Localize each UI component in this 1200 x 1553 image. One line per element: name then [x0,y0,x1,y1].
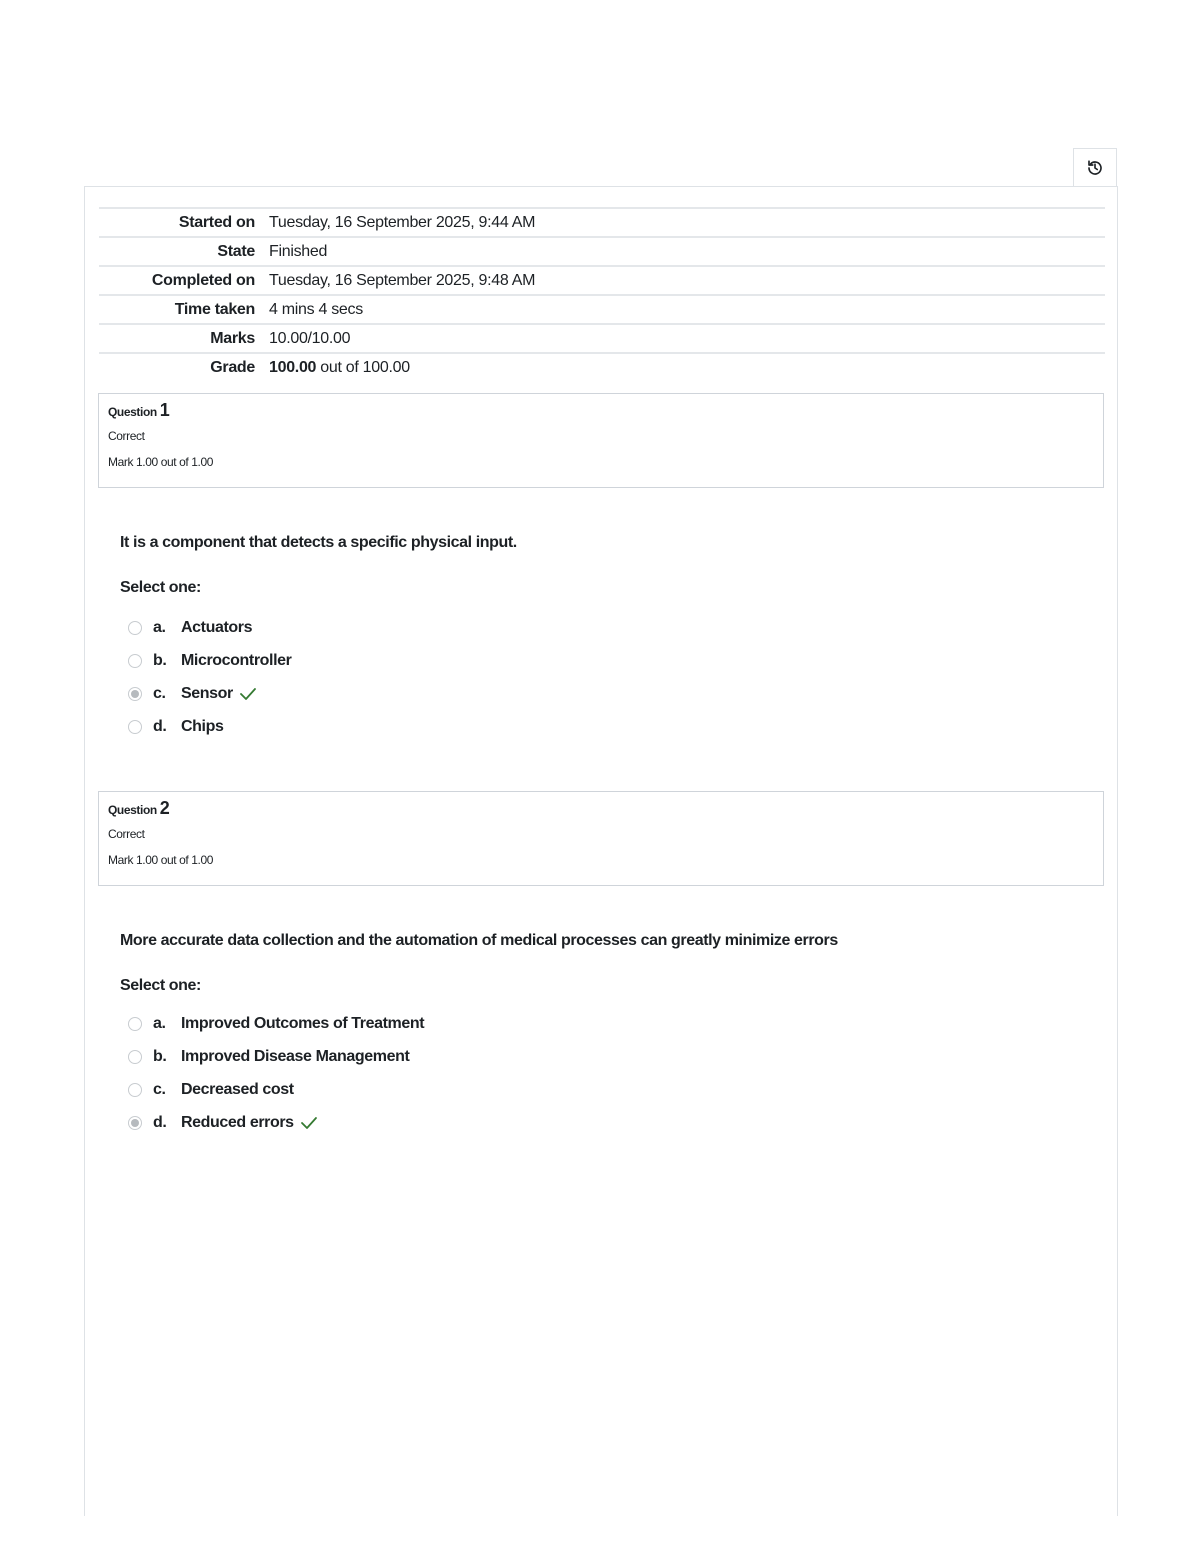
question-number [108,798,1094,819]
question-2-answers [128,1007,424,1139]
question-1-answers [128,611,291,743]
answer-radio-checked[interactable] [128,1116,142,1130]
answer-radio[interactable] [128,654,142,668]
answer-text: Actuators [181,618,253,636]
correct-check-icon [239,687,257,701]
answer-letter: a. [153,1014,166,1032]
answer-option[interactable] [128,1040,424,1073]
question-1-text: It is a component that detects a specific physical input. [120,534,517,551]
summary-value: Finished [269,242,328,260]
question-mark: Mark 1.00 out of 1.00 [108,853,214,867]
question-state: Correct [108,429,145,443]
summary-label: Marks [210,329,255,347]
answer-text: Improved Disease Management [181,1047,410,1065]
answer-option[interactable] [128,1007,424,1040]
answer-radio[interactable] [128,1017,142,1031]
question-label: Question [108,405,157,419]
question-2-prompt: Select one: [120,977,201,994]
summary-label: Completed on [151,271,255,289]
answer-option[interactable] [128,710,291,743]
answer-text: Microcontroller [181,651,292,669]
grade-value [269,353,1105,381]
answer-radio[interactable] [128,621,142,635]
question-state: Correct [108,827,145,841]
answer-radio[interactable] [128,720,142,734]
question-2-info [98,791,1104,886]
summary-row [99,237,1105,266]
answer-radio[interactable] [128,1083,142,1097]
summary-row-grade [99,353,1105,381]
summary-row [99,266,1105,295]
answer-letter: d. [153,717,167,735]
summary-value: 4 mins 4 secs [269,300,363,318]
summary-value: 10.00/10.00 [269,329,351,347]
answer-radio[interactable] [128,1050,142,1064]
answer-letter: d. [153,1113,167,1131]
question-1-prompt: Select one: [120,579,201,596]
answer-option[interactable] [128,1073,424,1106]
answer-text: Chips [181,717,224,735]
history-button[interactable] [1073,148,1117,186]
question-number-value: 1 [159,400,170,420]
question-mark: Mark 1.00 out of 1.00 [108,455,214,469]
summary-row [99,324,1105,353]
correct-check-icon [300,1116,318,1130]
answer-text: Reduced errors [181,1113,294,1131]
answer-letter: b. [153,1047,167,1065]
summary-label: State [217,242,255,260]
question-1-info [98,393,1104,488]
question-2-text: More accurate data collection and the automation of medical processes can greatly minimize errors [120,932,838,949]
question-number-value: 2 [159,798,170,818]
answer-text: Sensor [181,684,233,702]
question-label: Question [108,803,157,817]
answer-text: Decreased cost [181,1080,294,1098]
summary-label: Started on [178,213,255,231]
answer-radio-checked[interactable] [128,687,142,701]
answer-option-selected[interactable] [128,1106,424,1139]
grade-out-of: out of 100.00 [316,358,410,376]
answer-option-selected[interactable] [128,677,291,710]
question-number [108,400,1094,421]
answer-letter: c. [153,1080,166,1098]
answer-letter: a. [153,618,166,636]
grade-label: Grade [210,358,255,376]
summary-value: Tuesday, 16 September 2025, 9:44 AM [269,213,536,231]
answer-option[interactable] [128,644,291,677]
summary-row [99,208,1105,237]
summary-value: Tuesday, 16 September 2025, 9:48 AM [269,271,536,289]
history-icon [1086,159,1104,177]
quiz-review-panel [84,186,1118,1516]
answer-option[interactable] [128,611,291,644]
summary-row [99,295,1105,324]
answer-letter: b. [153,651,167,669]
answer-text: Improved Outcomes of Treatment [181,1014,425,1032]
attempt-summary-table [99,207,1105,381]
answer-letter: c. [153,684,166,702]
summary-label: Time taken [174,300,255,318]
grade-score: 100.00 [269,358,317,376]
